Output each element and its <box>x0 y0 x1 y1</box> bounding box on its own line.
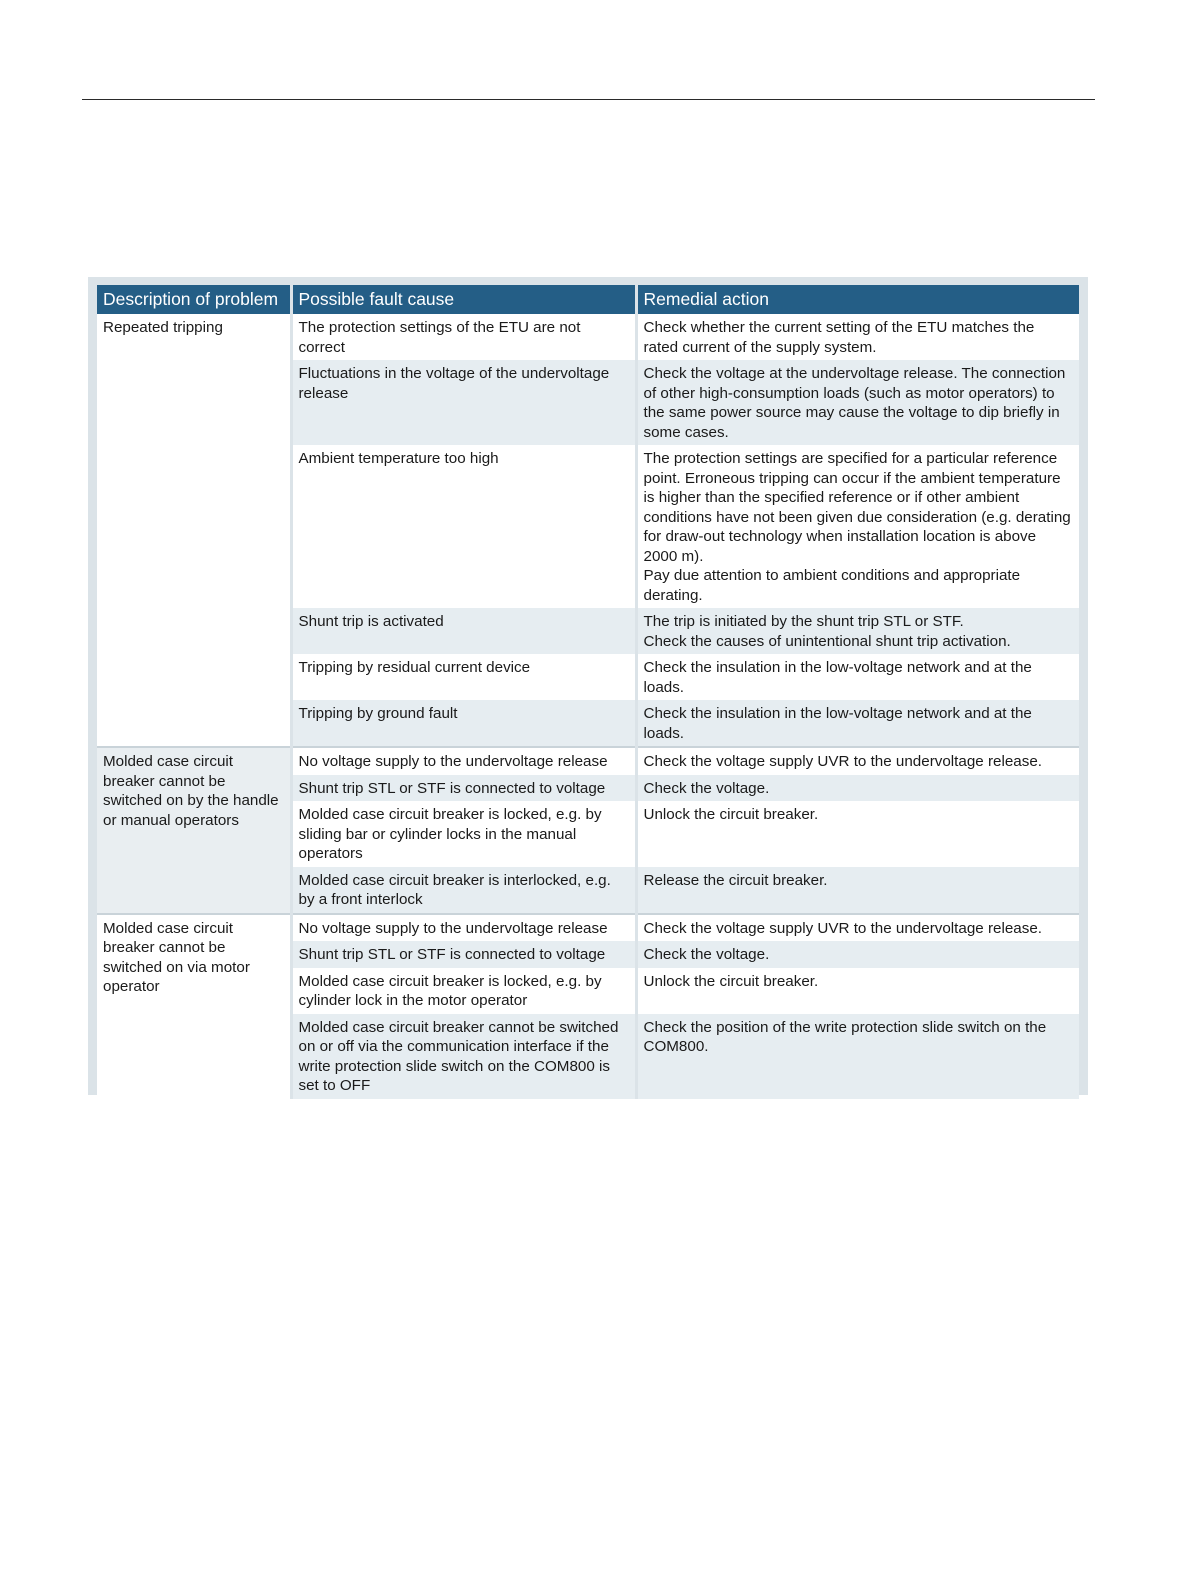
cause-cell: Tripping by ground fault <box>291 700 636 747</box>
action-cell: Unlock the circuit breaker. <box>636 801 1079 867</box>
cause-cell: Fluctuations in the voltage of the undervoltage release <box>291 360 636 445</box>
cause-cell: No voltage supply to the undervoltage release <box>291 914 636 942</box>
cause-cell: Shunt trip STL or STF is connected to voltage <box>291 775 636 802</box>
cause-cell: Molded case circuit breaker is locked, e.g. by sliding bar or cylinder locks in the manual operators <box>291 801 636 867</box>
header-remedial-action: Remedial action <box>636 285 1079 314</box>
cause-cell: No voltage supply to the undervoltage release <box>291 747 636 775</box>
action-cell: Check whether the current setting of the ETU matches the rated current of the supply system. <box>636 314 1079 360</box>
problem-cell: Repeated tripping <box>97 314 291 747</box>
table-header-row <box>97 285 1079 314</box>
action-cell: Release the circuit breaker. <box>636 867 1079 914</box>
header-description-of-problem: Description of problem <box>97 285 291 314</box>
action-cell: The trip is initiated by the shunt trip STL or STF. Check the causes of unintentional shunt trip activation. <box>636 608 1079 654</box>
cause-cell: Molded case circuit breaker is locked, e.g. by cylinder lock in the motor operator <box>291 968 636 1014</box>
problem-cell: Molded case circuit breaker cannot be switched on via motor operator <box>97 914 291 1099</box>
action-cell: Check the voltage. <box>636 775 1079 802</box>
action-cell: Check the insulation in the low-voltage network and at the loads. <box>636 654 1079 700</box>
cause-cell: Tripping by residual current device <box>291 654 636 700</box>
action-cell: Unlock the circuit breaker. <box>636 968 1079 1014</box>
action-cell: Check the voltage supply UVR to the undervoltage release. <box>636 914 1079 942</box>
cause-cell: Shunt trip is activated <box>291 608 636 654</box>
table-row <box>97 914 1079 942</box>
troubleshooting-table-frame <box>88 277 1088 1095</box>
table-row <box>97 747 1079 775</box>
action-cell: Check the voltage at the undervoltage release. The connection of other high-consumption loads (such as motor operators) to the same power source may cause the voltage to dip briefly in some cases. <box>636 360 1079 445</box>
action-cell: Check the voltage. <box>636 941 1079 968</box>
cause-cell: Ambient temperature too high <box>291 445 636 608</box>
problem-cell: Molded case circuit breaker cannot be switched on by the handle or manual operators <box>97 747 291 914</box>
cause-cell: Molded case circuit breaker cannot be switched on or off via the communication interface if the write protection slide switch on the COM800 is set to OFF <box>291 1014 636 1099</box>
action-cell: Check the position of the write protection slide switch on the COM800. <box>636 1014 1079 1099</box>
action-cell: Check the voltage supply UVR to the undervoltage release. <box>636 747 1079 775</box>
cause-cell: Molded case circuit breaker is interlocked, e.g. by a front interlock <box>291 867 636 914</box>
cause-cell: Shunt trip STL or STF is connected to voltage <box>291 941 636 968</box>
table-row <box>97 314 1079 360</box>
header-rule <box>82 99 1095 100</box>
action-cell: The protection settings are specified for a particular reference point. Erroneous tripping can occur if the ambient temperature is higher than the specified reference or if other ambient conditions have not been given due consideration (e.g. derating for draw-out technology when installation location is above 2000 m). Pay due attention to ambient conditions and appropriate derating. <box>636 445 1079 608</box>
action-cell: Check the insulation in the low-voltage network and at the loads. <box>636 700 1079 747</box>
header-possible-fault-cause: Possible fault cause <box>291 285 636 314</box>
troubleshooting-table <box>97 285 1079 1099</box>
cause-cell: The protection settings of the ETU are not correct <box>291 314 636 360</box>
